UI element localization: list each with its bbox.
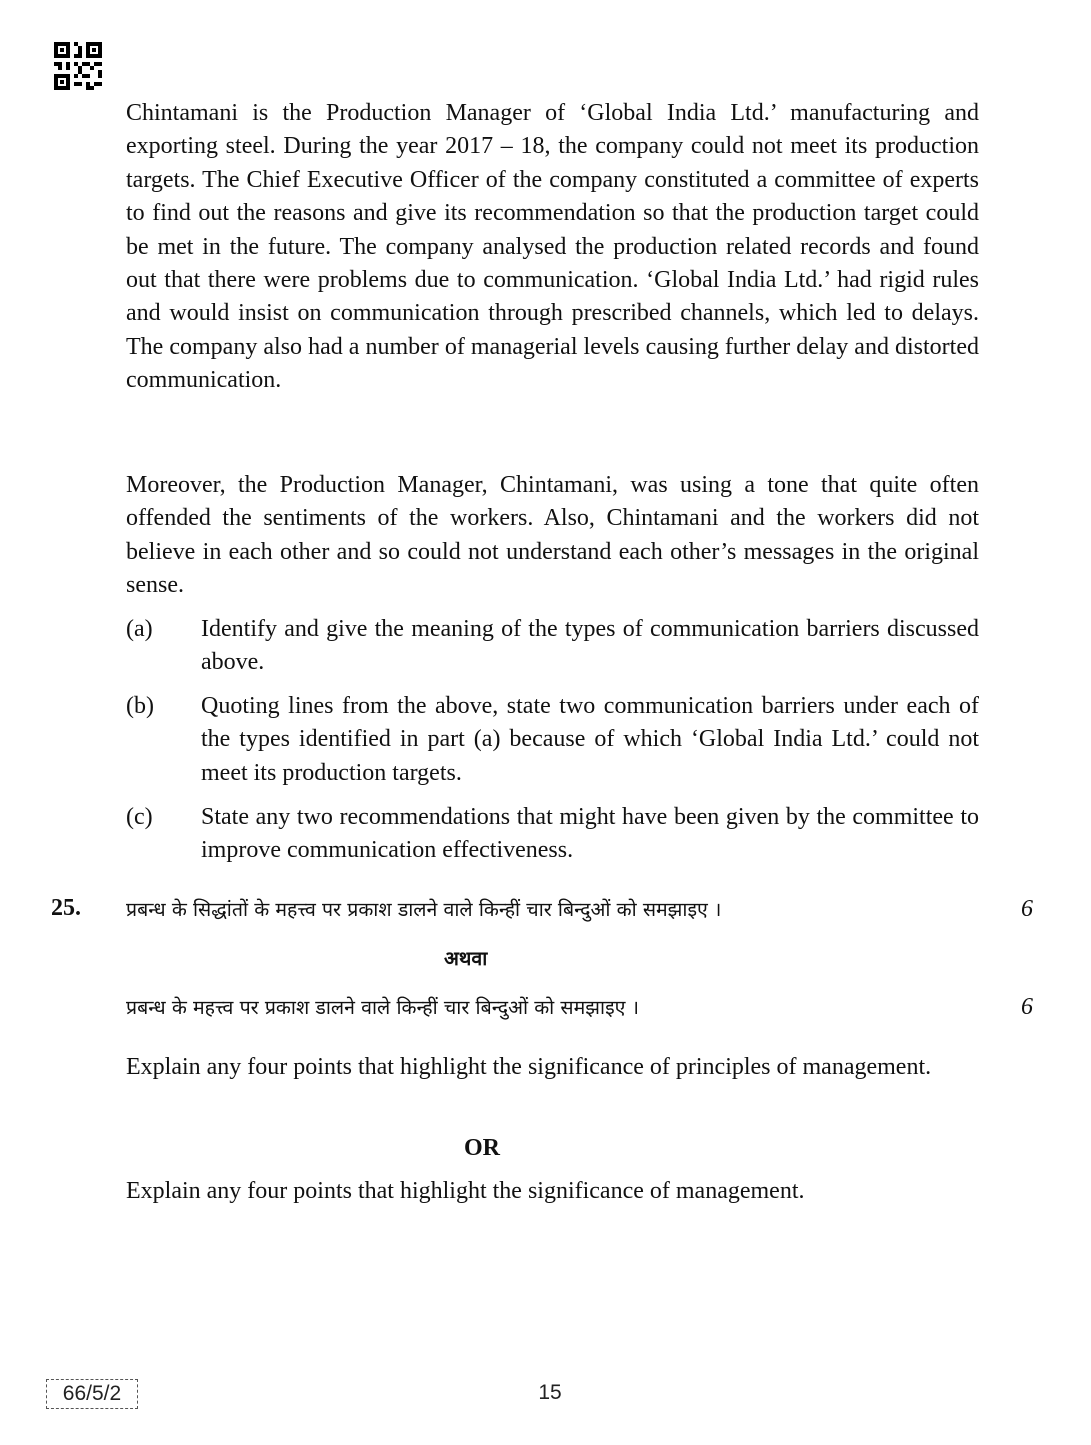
part-text: State any two recommendations that might have been given by the committee to improve communication effectiveness. — [201, 804, 979, 864]
marks-2: 6 — [1021, 994, 1033, 1020]
hindi-question-2: प्रबन्ध के महत्त्व पर प्रकाश डालने वाले किन्हीं चार बिन्दुओं को समझाइए । — [126, 996, 640, 1019]
part-label: (c) — [126, 804, 153, 830]
english-or-label: OR — [464, 1135, 500, 1161]
part-label: (b) — [126, 693, 154, 719]
page-number: 15 — [538, 1381, 562, 1404]
part-text: Quoting lines from the above, state two communication barriers under each of the types identified in part (a) because of which ‘Global India Ltd.’ could not meet its production targets. — [201, 693, 979, 786]
qr-code-icon — [54, 42, 102, 90]
question-number: 25. — [51, 895, 81, 921]
case-study-paragraph-2: Moreover, the Production Manager, Chintamani, was using a tone that quite often offended the sentiments of the workers. Also, Chintamani and the workers did not believe in each other and so could not understand each other’s messages in the original sense. — [126, 472, 979, 599]
case-study-paragraph-1: Chintamani is the Production Manager of ‘Global India Ltd.’ manufacturing and exporting steel. During the year 2017 – 18, the company could not meet its production targets. The Chief Executive Officer of the company constituted a committee of experts to find out the reasons and give its recommendation so that the production target could be met in the future. The company analysed the production related records and found out that there were problems due to communication. ‘Global India Ltd.’ had rigid rules and would insist on communication through prescribed channels, which led to delays. The company also had a number of managerial levels causing further delay and distorted communication. — [126, 100, 979, 394]
english-question-1: Explain any four points that highlight the significance of principles of management. — [126, 1054, 932, 1080]
hindi-question-1: प्रबन्ध के सिद्धांतों के महत्त्व पर प्रकाश डालने वाले किन्हीं चार बिन्दुओं को समझाइए । — [126, 898, 722, 921]
marks-1: 6 — [1021, 896, 1033, 922]
english-question-2: Explain any four points that highlight the significance of management. — [126, 1178, 805, 1204]
hindi-or-label: अथवा — [444, 947, 488, 970]
part-label: (a) — [126, 616, 153, 642]
part-text: Identify and give the meaning of the types of communication barriers discussed above. — [201, 616, 979, 676]
paper-code: 66/5/2 — [46, 1379, 138, 1409]
